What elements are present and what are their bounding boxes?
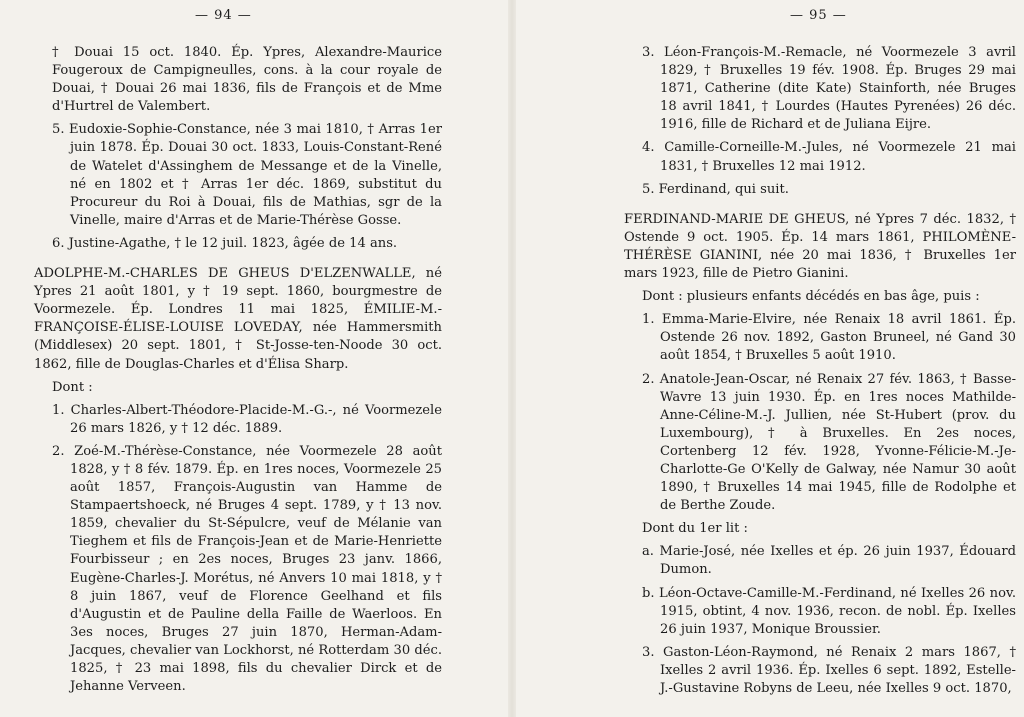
entry-5: 5. Eudoxie-Sophie-Constance, née 3 mai 1810, † Arras 1er juin 1878. Ép. Douai 30 oct. 1833, Louis-Constant-René de Watelet d'Assinghem de Messange et de la Vinelle, né en 1802 et † Arras 1er déc. 1869, substitut du Procureur du Roi à Douai, fils de Mathias, sgr de la Vinelle, maire d'Arras et de Marie-Thérèse Gosse. xyxy=(52,122,442,228)
dont-first-marriage-label: Dont du 1er lit : xyxy=(642,521,748,537)
entry-child-2: 2. Zoé-M.-Thérèse-Constance, née Voormezele 28 août 1828, y † 8 fév. 1879. Ép. en 1res noces, Voormezele 25 août 1857, François-Augustin van Hamme de Stampaertshoeck, né Bruges 4 sept. 1789, y † 13 nov. 1859, chevalier du St-Sépulcre, veuf de Mélanie van Tieghem et fils de François-Jean et de Marie-Henriette Fourbisseur ; en 2es noces, Bruges 23 janv. 1866, Eugène-Charles-J. Morétus, né Anvers 10 mai 1818, y † 8 juin 1867, veuf de Florence Geelhand et fils d'Augustin et de Pauline della Faille de Waerloos. En 3es noces, Bruges 27 juin 1870, Herman-Adam-Jacques, chevalier van Lockhorst, né Rotterdam 30 déc. 1825, † 23 mai 1898, fils du chevalier Dirck et de Jehanne Verveen. xyxy=(52,443,442,695)
entry-4: 4. Camille-Corneille-M.-Jules, né Voormezele 21 mai 1831, † Bruxelles 12 mai 1912. xyxy=(642,140,1016,174)
entry-intro: † Douai 15 oct. 1840. Ép. Ypres, Alexandre-Maurice Fougeroux de Campigneulles, cons. à la cour royale de Douai, † Douai 26 mai 1836, fils de François et de Mme d'Hurtrel de Valembert. xyxy=(52,45,442,115)
entry-child-1: 1. Charles-Albert-Théodore-Placide-M.-G.-, né Voormezele 26 mars 1826, y † 12 déc. 1889. xyxy=(52,402,442,436)
entry-child-1: 1. Emma-Marie-Elvire, née Renaix 18 avril 1861. Ép. Ostende 26 nov. 1892, Gaston Bruneel, né Gand 30 août 1854, † Bruxelles 5 août 1910. xyxy=(642,312,1016,364)
dont-label: Dont : plusieurs enfants décédés en bas âge, puis : xyxy=(642,289,980,305)
entry-child-3: 3. Gaston-Léon-Raymond, né Renaix 2 mars 1867, † Ixelles 2 avril 1936. Ép. Ixelles 6 sept. 1892, Estelle-J.-Gustavine Robyns de Leeu, née Ixelles 9 oct. 1870, xyxy=(642,644,1016,696)
entry-a: a. Marie-José, née Ixelles et ép. 26 juin 1937, Édouard Dumon. xyxy=(642,544,1016,578)
entry-3: 3. Léon-François-M.-Remacle, né Voormezele 3 avril 1829, † Bruxelles 19 fév. 1908. Ép. Bruges 29 mai 1871, Catherine (dite Kate) Stainforth, née Bruges 18 avril 1841, † Lourdes (Hautes Pyrenées) 26 déc. 1916, fille de Richard et de Juliana Eijre. xyxy=(642,45,1016,133)
entry-b: b. Léon-Octave-Camille-M.-Ferdinand, né Ixelles 26 nov. 1915, obtint, 4 nov. 1936, recon. de nobl. Ép. Ixelles 26 juin 1937, Monique Broussier. xyxy=(642,585,1016,637)
paragraph-ferdinand: FERDINAND-MARIE DE GHEUS, né Ypres 7 déc. 1832, † Ostende 9 oct. 1905. Ép. 14 mars 1861, PHILOMÈNE-THÉRÈSE GIANINI, née 20 mai 1836, † Bruxelles 1er mars 1923, fille de Pietro Gianini. xyxy=(624,211,1016,282)
entry-6: 6. Justine-Agathe, † le 12 juil. 1823, âgée de 14 ans. xyxy=(52,235,398,251)
sublist xyxy=(624,543,1016,638)
entry-5: 5. Ferdinand, qui suit. xyxy=(642,181,789,197)
entry-child-2: 2. Anatole-Jean-Oscar, né Renaix 27 fév. 1863, † Basse-Wavre 13 juin 1930. Ép. en 1res noces Mathilde-Anne-Céline-M.-J. Jullien, née St-Hubert (prov. du Luxembourg), † à Bruxelles. En 2es noces, Cortenberg 12 fév. 1928, Yvonne-Félicie-M.-Je-Charlotte-Ge O'Kelly de Galway, née Namur 30 août 1890, † Bruxelles 14 mai 1945, fille de Rodolphe et de Berthe Zoude. xyxy=(642,371,1016,514)
page-text xyxy=(34,44,442,701)
page-number: — 94 — xyxy=(195,8,252,23)
dont-label: Dont : xyxy=(52,379,93,395)
page-number: — 95 — xyxy=(790,8,847,23)
paragraph-adolphe: ADOLPHE-M.-CHARLES DE GHEUS D'ELZENWALLE, né Ypres 21 août 1801, y † 19 sept. 1860, bourgmestre de Voormezele. Ép. Londres 11 mai 1825, ÉMILIE-M.-FRANÇOISE-ÉLISE-LOUISE LOVEDAY, née Hammersmith (Middlesex) 20 sept. 1801, † St-Josse-ten-Noode 30 oct. 1862, fille de Douglas-Charles et d'Élisa Sharp. xyxy=(34,266,442,372)
page-text xyxy=(624,44,1016,703)
left-page xyxy=(0,0,490,717)
right-page xyxy=(512,0,1016,717)
